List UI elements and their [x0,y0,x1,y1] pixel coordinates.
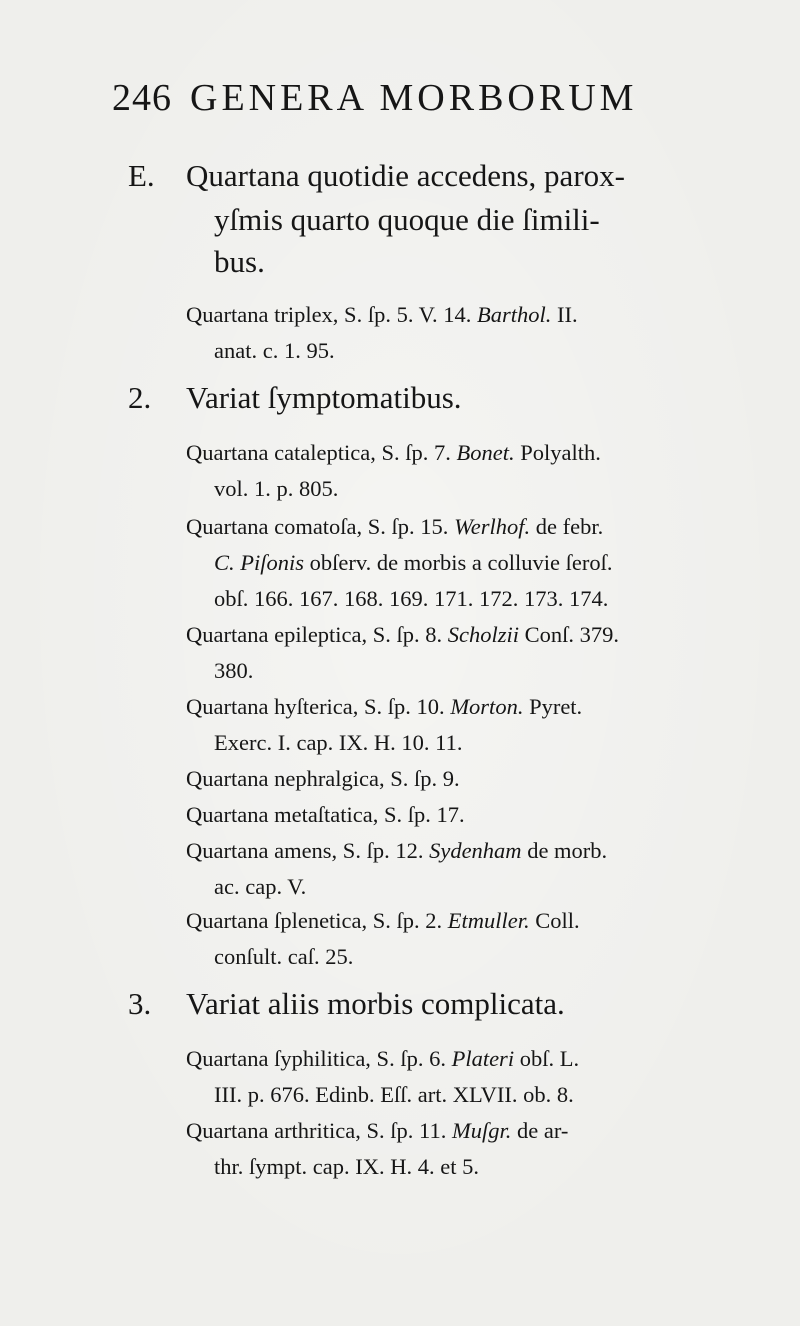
entry-epileptica-cont: 380. [214,658,254,683]
entry-syphilitica-cont: III. p. 676. Edinb. Eſſ. art. XLVII. ob. 8. [214,1082,574,1107]
section-3-marker: 3. [128,986,152,1021]
section-2-title: Variat ſymptomatibus. [186,380,462,415]
running-header [112,76,637,120]
entry-hysterica: Quartana hyſterica, S. ſp. 10. Morton. Pyret. [186,694,583,719]
entry-quartana-triplex: Quartana triplex, S. ſp. 5. V. 14. Barthol. II. [186,302,578,327]
entry-amens-cont: ac. cap. V. [214,874,307,899]
entry-nephralgica: Quartana nephralgica, S. ſp. 9. [186,766,460,791]
entry-quartana-triplex-cont: anat. c. 1. 95. [214,338,335,363]
entry-comatosa: Quartana comatoſa, S. ſp. 15. Werlhof. de febr. [186,514,604,539]
entry-comatosa-cont-1: C. Piſonis obſerv. de morbis a colluvie ſeroſ. [214,550,613,575]
section-3-title: Variat aliis morbis complicata. [186,986,565,1021]
entry-epileptica: Quartana epileptica, S. ſp. 8. Scholzii Conſ. 379. [186,622,620,647]
entry-arthritica: Quartana arthritica, S. ſp. 11. Muſgr. de ar- [186,1118,569,1143]
entry-splenetica: Quartana ſplenetica, S. ſp. 2. Etmuller. Coll. [186,908,580,933]
entry-cataleptica-cont: vol. 1. p. 805. [214,476,339,501]
section-e-marker: E. [128,158,155,193]
section-e-line-3: bus. [214,244,265,279]
entry-cataleptica: Quartana cataleptica, S. ſp. 7. Bonet. Polyalth. [186,440,601,465]
entry-splenetica-cont: conſult. caſ. 25. [214,944,354,969]
entry-metastatica: Quartana metaſtatica, S. ſp. 17. [186,802,465,827]
section-e-line-2: yſmis quarto quoque die ſimili- [214,202,600,237]
section-e-line-1: Quartana quotidie accedens, parox- [186,158,625,193]
entry-syphilitica: Quartana ſyphilitica, S. ſp. 6. Plateri obſ. L. [186,1046,580,1071]
entry-arthritica-cont: thr. ſympt. cap. IX. H. 4. et 5. [214,1154,479,1179]
page-number: 246 [112,77,172,119]
running-title: GENERA MORBORUM [190,77,638,119]
entry-amens: Quartana amens, S. ſp. 12. Sydenham de morb. [186,838,608,863]
section-2-marker: 2. [128,380,152,415]
entry-hysterica-cont: Exerc. I. cap. IX. H. 10. 11. [214,730,463,755]
entry-comatosa-cont-2: obſ. 166. 167. 168. 169. 171. 172. 173. 174. [214,586,609,611]
